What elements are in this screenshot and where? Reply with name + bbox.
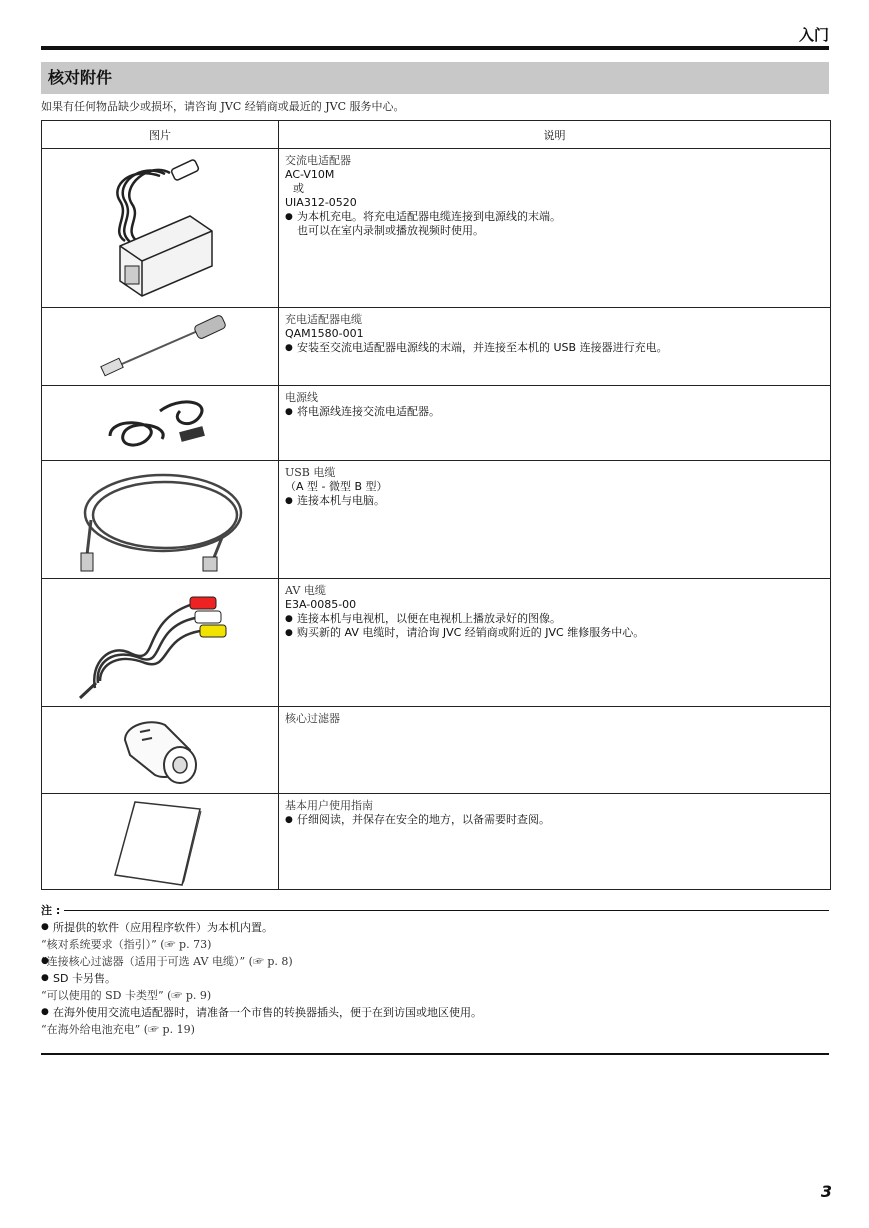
model-number: E3A-0085-00 bbox=[285, 598, 357, 611]
cable-type: （A 型 - 微型 B 型） bbox=[285, 480, 388, 493]
bullet-item: ● 连接本机与电视机，以便在电视机上播放录好的图像。 bbox=[285, 612, 830, 626]
av-cable-icon bbox=[70, 583, 250, 703]
item-name: 基本用户使用指南 bbox=[285, 799, 373, 812]
note-item: ● 在海外使用交流电适配器时，请准备一个市售的转换器插头，便于在到访国或地区使用。 bbox=[41, 1004, 829, 1021]
bullet-item: ● 为本机充电。将充电适配器电缆连接到电源线的末端。 bbox=[285, 210, 830, 224]
image-cell bbox=[42, 794, 279, 890]
bullet-item: ● 连接本机与电脑。 bbox=[285, 494, 830, 508]
table-row bbox=[42, 386, 831, 461]
intro-text: 如果有任何物品缺少或损坏，请咨询 JVC 经销商或最近的 JVC 服务中心。 bbox=[41, 100, 405, 113]
model-number: AC-V10M bbox=[285, 168, 335, 181]
charge-cable-icon bbox=[90, 312, 230, 382]
header-rule bbox=[41, 46, 829, 50]
table-row bbox=[42, 149, 831, 308]
usb-cable-icon bbox=[73, 465, 248, 575]
image-cell bbox=[42, 461, 279, 579]
description-cell bbox=[279, 149, 831, 308]
description-cell bbox=[279, 794, 831, 890]
note-item: ● 所提供的软件（应用程序软件）为本机内置。 bbox=[41, 919, 829, 936]
table-row bbox=[42, 461, 831, 579]
description-cell bbox=[279, 707, 831, 794]
image-cell bbox=[42, 579, 279, 707]
ac-adapter-icon bbox=[90, 156, 230, 301]
item-name: USB 电缆 bbox=[285, 466, 336, 479]
description-cell bbox=[279, 461, 831, 579]
table-row bbox=[42, 579, 831, 707]
note-reference-link[interactable]: “核对系统要求（指引）” (☞ p. 73) bbox=[41, 938, 212, 951]
item-name: 核心过滤器 bbox=[285, 712, 340, 725]
page-title: 核对附件 bbox=[41, 62, 829, 94]
notes-section bbox=[41, 902, 829, 1038]
table-header-row bbox=[42, 121, 831, 149]
bullet-item: ● 安装至交流电适配器电源线的末端，并连接至本机的 USB 连接器进行充电。 bbox=[285, 341, 830, 355]
or-text: 或 bbox=[293, 182, 304, 195]
section-label: 入门 bbox=[798, 26, 829, 44]
description-cell bbox=[279, 386, 831, 461]
model-number: QAM1580-001 bbox=[285, 327, 364, 340]
core-filter-icon bbox=[110, 710, 210, 790]
item-name: 充电适配器电缆 bbox=[285, 313, 362, 326]
image-cell bbox=[42, 149, 279, 308]
bullet-item: ● 仔细阅读，并保存在安全的地方，以备需要时查阅。 bbox=[285, 813, 830, 827]
note-reference-link[interactable]: “连接核心过滤器（适用于可选 AV 电缆）” (☞ p. 8) bbox=[41, 955, 293, 968]
note-reference-link[interactable]: “可以使用的 SD 卡类型” (☞ p. 9) bbox=[41, 989, 212, 1002]
bullet-sub: 也可以在室内录制或播放视频时使用。 bbox=[297, 224, 484, 237]
bullet-item: ● 购买新的 AV 电缆时，请洽询 JVC 经销商或附近的 JVC 维修服务中心。 bbox=[285, 626, 830, 640]
notes-rule bbox=[64, 910, 829, 911]
item-name: 电源线 bbox=[285, 391, 318, 404]
power-cord-icon bbox=[100, 391, 220, 456]
table-row bbox=[42, 308, 831, 386]
image-cell bbox=[42, 308, 279, 386]
item-name: AV 电缆 bbox=[285, 584, 326, 597]
footer-rule bbox=[41, 1053, 829, 1055]
image-cell bbox=[42, 386, 279, 461]
table-row bbox=[42, 794, 831, 890]
note-reference-link[interactable]: “在海外给电池充电” (☞ p. 19) bbox=[41, 1023, 195, 1036]
description-cell bbox=[279, 308, 831, 386]
page-number: 3 bbox=[820, 1182, 832, 1201]
notes-header bbox=[41, 902, 829, 919]
header-description: 说明 bbox=[279, 121, 831, 149]
table-row bbox=[42, 707, 831, 794]
user-guide-icon bbox=[110, 797, 210, 887]
item-name: 交流电适配器 bbox=[285, 154, 351, 167]
accessories-table bbox=[41, 120, 831, 890]
image-cell bbox=[42, 707, 279, 794]
header-image: 图片 bbox=[42, 121, 279, 149]
notes-label: 注 : bbox=[41, 904, 61, 917]
note-item: ● SD 卡另售。 bbox=[41, 970, 829, 987]
bullet-item: ● 将电源线连接交流电适配器。 bbox=[285, 405, 830, 419]
model-number: UIA312-0520 bbox=[285, 196, 357, 209]
description-cell bbox=[279, 579, 831, 707]
